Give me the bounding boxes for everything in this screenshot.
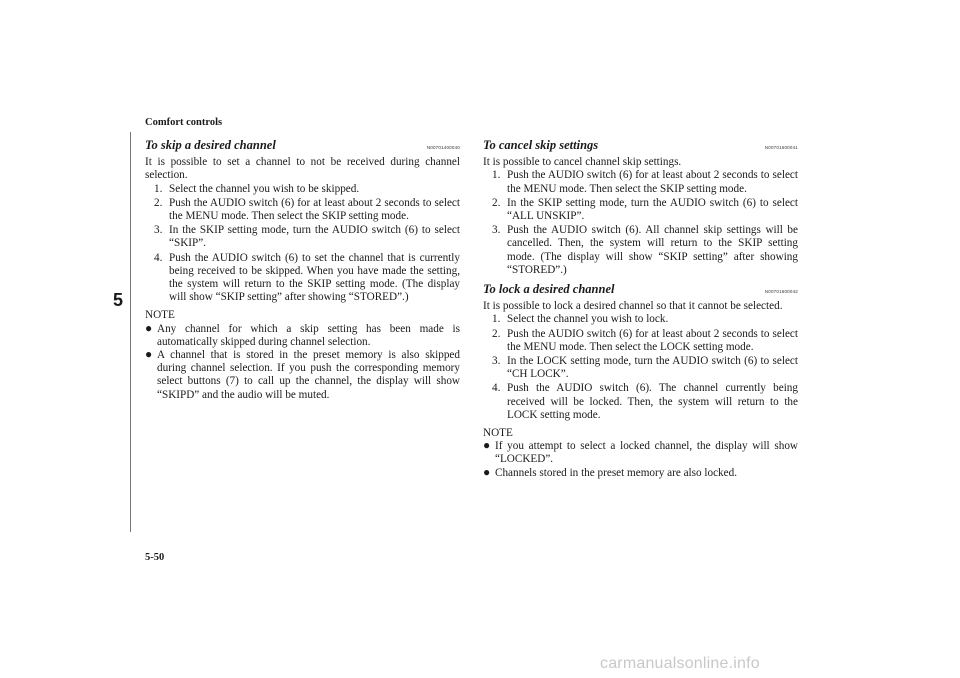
- note-list: [483, 440, 798, 480]
- note-item: ● Channels stored in the preset memory are also locked.: [483, 464, 738, 479]
- note-label: NOTE: [145, 309, 175, 322]
- step-item: 1. Select the channel you wish to be skipped.: [154, 182, 360, 195]
- step-list: [483, 313, 798, 422]
- step-item: 3. In the LOCK setting mode, turn the AUDIO switch (6) to select “CH LOCK”.: [492, 355, 798, 381]
- bullet-icon: ●: [483, 438, 491, 453]
- step-item: 1. Push the AUDIO switch (6) for at least about 2 seconds to select the MENU mode. Then select the SKIP setting mode.: [492, 169, 798, 195]
- bullet-icon: ●: [483, 464, 491, 479]
- bullet-icon: ●: [145, 347, 153, 362]
- watermark: carmanualsonline.info: [600, 655, 760, 672]
- step-item: 4. Push the AUDIO switch (6). The channel currently being received will be locked. Then, the system will return to the LOCK setting mode.: [492, 382, 798, 421]
- section-code: N00701400040: [426, 145, 460, 150]
- step-item: 3. In the SKIP setting mode, turn the AUDIO switch (6) to select “SKIP”.: [154, 224, 460, 250]
- note-list: [145, 320, 460, 402]
- section-title: To skip a desired channel: [145, 138, 276, 152]
- left-column: [145, 139, 460, 408]
- note-label: NOTE: [483, 427, 513, 440]
- section-header: Comfort controls: [145, 117, 223, 128]
- section-title: To lock a desired channel: [483, 282, 615, 297]
- right-column: [483, 139, 798, 486]
- note-item: ● Any channel for which a skip setting has been made is automatically skipped during channel selection.: [145, 320, 460, 348]
- section-intro: It is possible to cancel channel skip settings.: [483, 156, 682, 169]
- section-code: N00701500041: [764, 145, 798, 150]
- section-intro: It is possible to lock a desired channel so that it cannot be selected.: [483, 300, 783, 313]
- section-code: N00701600042: [764, 289, 798, 295]
- section-intro: It is possible to set a channel to not be received during channel selection.: [145, 156, 460, 182]
- chapter-tab-number: 5: [113, 290, 124, 310]
- section-skip-channel: [145, 139, 460, 402]
- step-item: 3. Push the AUDIO switch (6). All channel skip settings will be cancelled. Then, the system will return to the SKIP setting mode. (The display will show “SKIP setting” after showing “STORED”.): [492, 224, 798, 276]
- note-item: ● If you attempt to select a locked channel, the display will show “LOCKED”.: [483, 438, 798, 466]
- note-item: ● A channel that is stored in the preset memory is also skipped during channel selection. If you push the corresponding memory select buttons (7) to call up the channel, the display will show “SKIPD” and the audio will be muted.: [145, 347, 460, 401]
- section-title: To cancel skip settings: [483, 138, 599, 152]
- step-item: 2. Push the AUDIO switch (6) for at least about 2 seconds to select the MENU mode. Then select the LOCK setting mode.: [492, 327, 798, 353]
- bullet-icon: ●: [145, 320, 153, 335]
- chapter-divider: [130, 132, 131, 532]
- page-number: 5-50: [145, 552, 165, 563]
- section-lock-channel: [483, 283, 798, 480]
- step-list: [145, 183, 460, 305]
- step-item: 2. Push the AUDIO switch (6) for at least about 2 seconds to select the MENU mode. Then select the SKIP setting mode.: [154, 196, 460, 223]
- section-cancel-skip: [483, 139, 798, 277]
- step-item: 4. Push the AUDIO switch (6) to set the channel that is currently being received to be skipped. When you have made the setting, the system will return to the SKIP setting mode. (The display will show “SKIP setting” after showing “STORED”.): [154, 251, 460, 304]
- step-item: 1. Select the channel you wish to lock.: [492, 313, 669, 326]
- step-list: [483, 169, 798, 277]
- step-item: 2. In the SKIP setting mode, turn the AUDIO switch (6) to select “ALL UNSKIP”.: [492, 196, 798, 223]
